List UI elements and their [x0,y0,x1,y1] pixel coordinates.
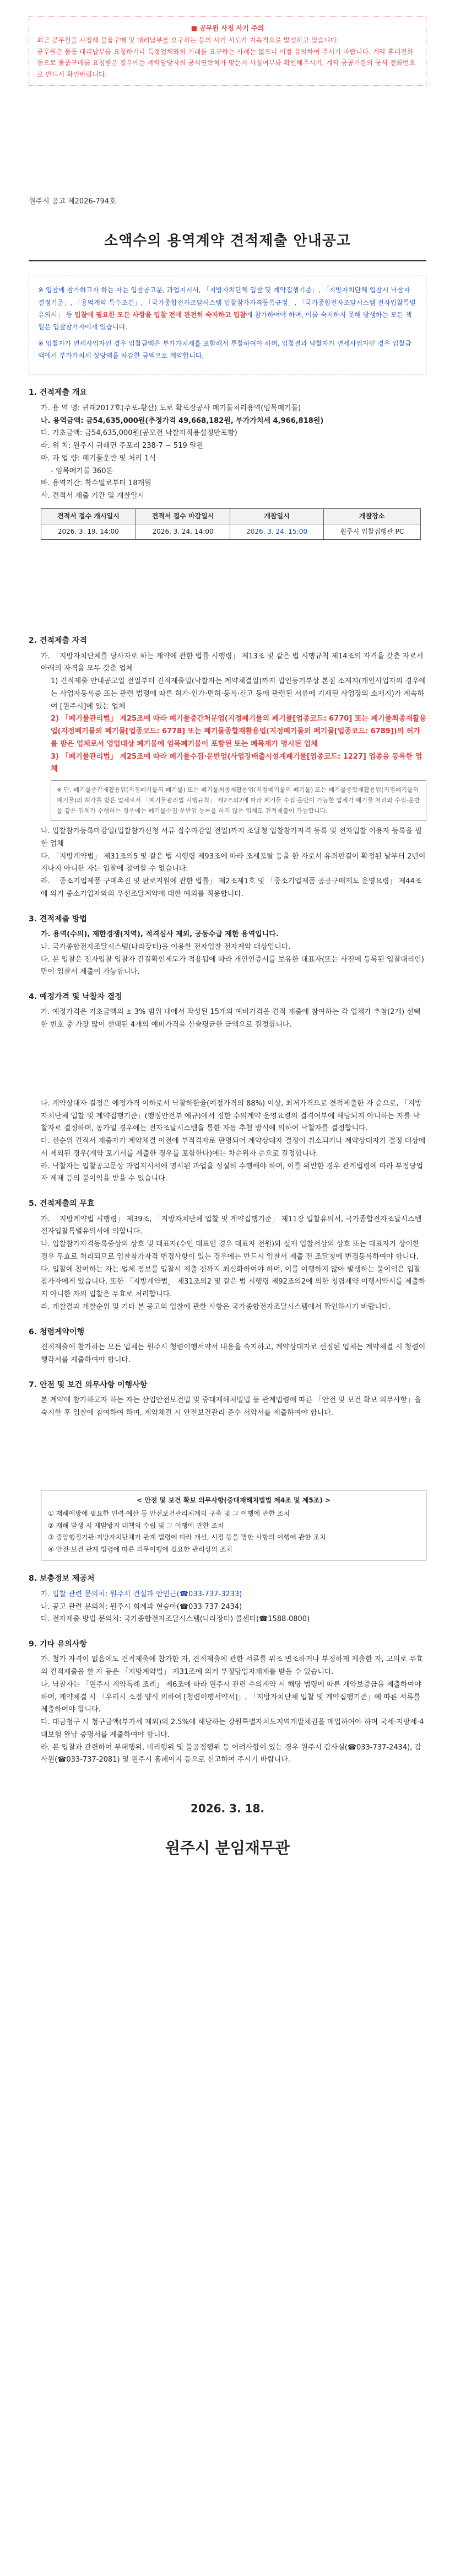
bid-opening-place: 원주시 입찰집행관 PC [323,524,420,540]
invalid-item: 라. 개찰결과 개찰순위 및 기타 본 공고의 입찰에 관한 사항은 국가종합전자조달시스템에서 확인하시기 바랍니다. [41,1302,391,1311]
close-datetime: 2026. 3. 24. 14:00 [136,524,230,540]
invalid-item: 다. 입찰에 참여하는 자는 업체 정보를 입찰서 제출 전까지 최신화하여야 하며, 이를 이행하지 않아 발생하는 불이익은 입찰참가자에게 있습니다. 또한 「지방계약법」 제31조의2 및 같은 법 시행령 제92조의2에 의한 청렴계약 이행서약서를 제출하지 아니한 자의 입찰은 무효로 처리합니다. [41,1265,426,1299]
spacer [29,1419,426,1485]
spacer [29,1032,426,1098]
section-title: 8. 보충정보 제공처 [29,1574,95,1584]
qualification-item: 다. 「지방계약법」 제31조의5 및 같은 법 시행령 제93조에 따라 조세포탈 등을 한 자로서 유죄판결이 확정된 날부터 2년이 지나지 아니한 자는 입찰에 참여할 수 없습니다. [41,852,426,873]
integrity-text: 견적제출에 참가하는 모든 업체는 원주시 청렴이행서약서 내용을 숙지하고, 계약상대자로 선정된 업체는 계약체결 시 청렴이행각서를 제출하여야 합니다. [41,1343,426,1364]
safety-box-title: < 안전 및 보건 확보 의무사항(중대재해처벌법 제4조 및 제5조) > [137,1496,331,1505]
item-location: 라. 위 치: 원주시 귀래면 주포리 238-7 ~ 519 일원 [41,442,203,450]
qualification-subitem: 2) 「폐기물관리법」 제25조에 따라 폐기물중간처분업(지정폐기물외 폐기물[업종코드: 6770] 또는 폐기물최종재활용업(지정폐기물외 폐기물[업종코드: 6778] 또는 폐기물종합재활용업(지정폐기물외 폐기물[업종코드: 6789])의 허가를 받은 업체로서 영업대상 폐기물에 임목폐기물이 포함된 또는 폐목재가 명시된 업체 [51,715,426,748]
notice-date: 2026. 3. 18. [190,1802,265,1816]
fraud-warning-box [29,17,426,86]
item-schedule: 사. 견적서 제출 기간 및 개찰일시 [41,492,145,501]
spacer [29,1767,426,1800]
contact-item: 다. 전자제출 방법 문의처: 국가종합전자조달시스템(나라장터) 콜센터(☎1588-0800) [41,1615,310,1624]
safety-box-item: ① 재해예방에 필요한 인력·예산 등 안전보건관리체계의 구축 및 그 이행에 관한 조치 [48,1509,290,1517]
section-title: 3. 견적제출 방법 [29,914,87,924]
safety-obligation-box [41,1490,426,1560]
qualification-item: 나. 입찰참가등록마감일(입찰참가신청 서류 접수마감일 전일)까지 조달청 입찰참가자격 등록 및 전자입찰 이용자 등록을 필한 업체 [41,827,422,848]
header-cell: 견적서 접수 마감일시 [136,508,230,524]
page-title: 소액수의 용역계약 견적제출 안내공고 [104,232,351,249]
title-divider [29,260,426,261]
qualification-item: 라. 「중소기업제품 구매촉진 및 판로지원에 관한 법률」 제2조제1호 및 「중소기업제품 공공구매제도 운영요령」 제44조에 의거 중소기업자와의 우선조달계약에 대한 예외를 적용합니다. [41,877,422,898]
caution-item: 가. 첨가 자격이 없음에도 견적제출에 참가한 자, 견적제출에 관한 서류를 위조 변조하거나 부정하게 제출한 자, 고의로 무효의 견적제출을 한 자 등은 「지방계약법」 제31조에 의거 부정당업자제재를 받을 수 있습니다. [41,1655,423,1677]
item-workload: 마. 과 업 량: 폐기물운반 및 처리 1식 [41,454,156,463]
schedule-row [41,524,421,540]
open-datetime: 2026. 3. 19. 14:00 [41,524,136,540]
caution-item: 라. 본 입찰과 관련하여 부패행위, 비리행위 및 불공정행위 등 어려사항이 있는 경우 원주시 감사실(☎033-737-2434), 감사원(☎033-737-2081) 및 원주시 홈페이지 등으로 신고하여 주시기 바랍니다. [41,1743,421,1764]
fraud-warning-line: 공무원은 물품 대리납부를 요청하거나 특정업체와의 거래를 요구하는 사례는 없으니 이점 유의하여 주시기 바랍니다. 계약 휴대전화 등으로 물품구매를 요청받은 경우에는 계약담당자의 공식연락처가 맞는지 사실여부를 확인해주시기, 계약 공공기관의 공식 전화번호로 반드시 확인바랍니다. [37,47,416,78]
section-title: 5. 견적제출의 무효 [29,1199,95,1209]
contact-text: 가. 입찰 관련 문의처: 원주시 건설과 안민근(☎033-737-3233) [41,1590,242,1598]
item-workload-detail: - 임목폐기물 360톤 [51,466,113,475]
invalid-item: 나. 입찰참가자격등록증상의 상호 및 대표자(수인 대표인 경우 대표자 전원)와 실제 입찰서상의 상호 또는 대표자가 상이한 경우 무효로 처리되므로 입찰참가자격 변경사항이 있는 경우에는 반드시 입찰서 제출 전 조달청에 변경등록하여야 합니다. [41,1240,420,1261]
item-service-amount: 나. 용역금액: 금54,635,000원(추정가격 49,668,182원, 부가가치세 4,966,818원) [41,416,324,425]
contact-item: 나. 공고 관련 문의처: 원주시 회계과 현승아(☎033-737-2434) [41,1602,242,1611]
price-item: 나. 계약상대자 결정은 예정가격 이하로서 낙찰하한율(예정가격의 88%) 이상, 최저가격으로 견적제출한 자 순으로, 「지방자치단체 입찰 및 계약집행기준」(행정안전부 예규)에서 정한 수의계약 운영요령의 결격여부에 해당되지 아니하는 자를 낙찰자로 결정하며, 동가일 경우에는 전자조달시스템을 통한 자동 추첨 방식에 의하여 낙찰자를 결정합니다. [41,1099,422,1133]
method-item: 가. 용역(수의), 제한경쟁(지역), 적격심사 제외, 공동수급 제한 용역입니다. [41,930,279,939]
bid-opening-datetime: 2026. 3. 24. 15:00 [230,524,323,540]
notice-number: 원주시 공고 제2026-794호 [29,197,116,206]
caution-item: 다. 대금청구 시 청구금액(부가세 제외)의 2.5%에 해당하는 강원특별자치도지역개발채권을 매입하여야 하며 국세·지방세·4대보험 완납 증명서를 제출하여야 합니다. [41,1718,424,1739]
schedule-header-row [41,508,421,524]
section-title: 6. 청렴계약이행 [29,1327,85,1337]
method-item: 다. 본 입찰은 전자입찰 입찰자 간결확인제도가 적용됨에 따라 개인인증서를 보유한 대표자(또는 사전에 등록된 입찰대리인)만이 입찰서 제출이 가능합니다. [41,955,424,976]
section-title: 2. 견적제출 자격 [29,636,87,646]
notice-text: ※ 입찰에 참가하고자 하는 자는 입찰공고문, 과업지시서, 「지방자치단체 입찰 및 계약집행기준」, 「지방자치단체 입찰시 낙찰자 결정기준」, 「용역계약 특수조건」, 「국가종합전자조달시스템 입찰참가자격등록규정」, 「국가종합전자조달시스템 전자입찰특별유의서」 등 [38,286,416,319]
safety-box-item: ④ 안전·보건 관계 법령에 따른 의무이행에 필요한 관리상의 조치 [48,1545,232,1553]
method-item: 나. 국가종합전자조달시스템(나라장터)을 이용한 전자입찰 전자계약 대상입니다. [41,942,291,951]
bidder-notice-box [29,276,426,374]
header-cell: 개찰일시 [230,508,323,524]
qualification-exception-box: ※ 단, 폐기물중간재활용업(지정폐기물외 폐기물) 또는 폐기물최종재활용업(지정폐기물외 폐기물) 또는 폐기물종합재활용업(지정폐기물외 폐기물)의 허가를 받은 업체로서 「폐기물관리법 시행규칙」 제2조의2에 따라 폐기물 수집·운반이 가능한 업체가 폐기물 처리와 수집·운반을 같은 업체가 수행하는 경우에는 폐기물수집·운반업 등록을 하지 않은 업체도 견적제출이 가능합니다. [51,780,426,821]
item-base-amount: 다. 기초금액: 금54,635,000원(공모전 낙찰자적용설정만포함) [41,429,237,438]
header-cell: 개찰장소 [323,508,420,524]
qualification-item: 가. 「지방자치단체를 당사자로 하는 계약에 관한 법률 시행령」 제13조 및 같은 법 시행규칙 제14조의 자격을 갖춘 자로서 아래의 자격을 모두 갖춘 업체 [41,652,424,673]
fraud-warning-title: ■ 공무원 사칭 사기 주의 [191,24,264,32]
qualification-subitem: 1) 견적제출 안내공고일 전일부터 견적제출일(낙찰자는 계약체결일)까지 법인등기부상 본점 소재지(개인사업자의 경우에는 사업자등록증 또는 관련 법령에 따른 허가·인가·면허·등록·신고 등에 관련된 서류에 기재된 사업장의 소재지)가 계속하여 [원주시]에 있는 업체 [51,677,426,711]
bidder-notice-paragraph [38,284,417,333]
tax-notice-paragraph: ※ 입찰자가 면세사업자인 경우 입찰금액은 부가가치세를 포함해서 투찰하여야 하며, 입찰결과 낙찰자가 면세사업자인 경우 입찰금액에서 부가가치세 상당액을 차감한 금액으로 계약합니다. [38,340,411,360]
price-item: 다. 선순위 견적서 제출자가 계약체결 이전에 부적격자로 판명되어 계약상대자 결정이 취소되거나 계약상대자가 결정 대상에서 제외된 경우(계약 포기서를 제출한 경우를 포함한다)에는 차순위자 순으로 결정합니다. [41,1137,426,1158]
notice-text: 에 참가하여야 하며, 이를 숙지하지 못해 발생하는 모든 책임은 입찰참가자에게 있습니다. [38,310,412,331]
section-title: 1. 견적제출 개요 [29,388,87,398]
safety-box-item: ③ 중앙행정기관·지방자치단체가 관계 법령에 따라 개선, 시정 등을 명한 사항의 이행에 관한 조치 [48,1533,326,1542]
notice-highlight: 입찰에 필요한 모든 사항을 입찰 전에 완전히 숙지하고 입찰 [74,310,246,319]
spacer [29,540,426,622]
fraud-warning-line: 최근 공무원을 사칭해 물품구매 및 대리납부를 요구하는 등의 사기 시도가 지속적으로 발생하고 있습니다. [37,36,339,45]
safety-box-item: ② 재해 발생 시 재발방지 대책의 수립 및 그 이행에 관한 조치 [48,1521,224,1530]
price-item: 가. 예정가격은 기초금액의 ± 3% 범위 내에서 작성된 15개의 예비가격을 견적 제출에 참여하는 각 업체가 추첨(2개) 선택한 번호 중 가장 많이 선택된 4개의 예비가격을 산술평균한 금액으로 결정합니다. [41,1008,421,1029]
section-title: 9. 기타 유의사항 [29,1640,87,1649]
item-period: 바. 용역기간: 착수일로부터 18개월 [41,479,151,488]
section-title: 7. 안전 및 보건 의무사항 이행사항 [29,1380,148,1389]
caution-item: 나. 낙찰자는 「원주시 계약특례 조례」 제6조에 따라 원주시 관련 수의계약 시 해당 법령에 따른 계약보증금을 제출하여야 하며, 계약체결 시 「우리시 소정 양식 의하여 [청렴이행서약서]」, 「지방자치단체 입찰 및 계약집행기준」에 따른 서류를 제출하여야 합니다. [41,1680,421,1714]
schedule-table [41,508,421,540]
safety-text: 본 계약에 참가하고자 하는 자는 산업안전보건법 및 중대재해처벌법 등 관계법령에 따른 「안전 및 보건 확보 의무사항」을 숙지한 후 입찰에 참여하여 하며, 계약체결 시 안전보건관리 준수 서약서를 제출하여야 합니다. [41,1396,421,1417]
invalid-item: 가. 「지방계약법 시행령」 제39조, 「지방자치단체 입찰 및 계약집행기준」 제11장 입찰유의서, 국가종합전자조달시스템 전자입찰특별유의서에 의합니다. [41,1215,422,1236]
qualification-subitem: 3) 「폐기물관리법」 제25조에 따라 폐기물수집·운반업(사업장배출시설계폐기물[업종코드: 1227] 업종을 등록한 업체 [51,752,422,774]
contact-item [41,1588,426,1601]
issuer-name: 원주시 분임재무관 [165,1839,290,1858]
section-title: 4. 예정가격 및 낙찰자 결정 [29,992,122,1002]
item-service-name: 가. 용 역 명: 귀래2017호(주포-황산) 도로 확포장공사 폐기물처리용역(임목폐기물) [41,404,301,412]
price-item: 라. 낙찰자는 입찰공고문상 과업지시서에 명시된 과업을 성실히 수행해야 하며, 이를 위반한 경우 관계법령에 따라 부정당업자 제재 등의 불이익을 받을 수 있습니다. [41,1162,424,1183]
header-cell: 견적서 접수 개시일시 [41,508,136,524]
